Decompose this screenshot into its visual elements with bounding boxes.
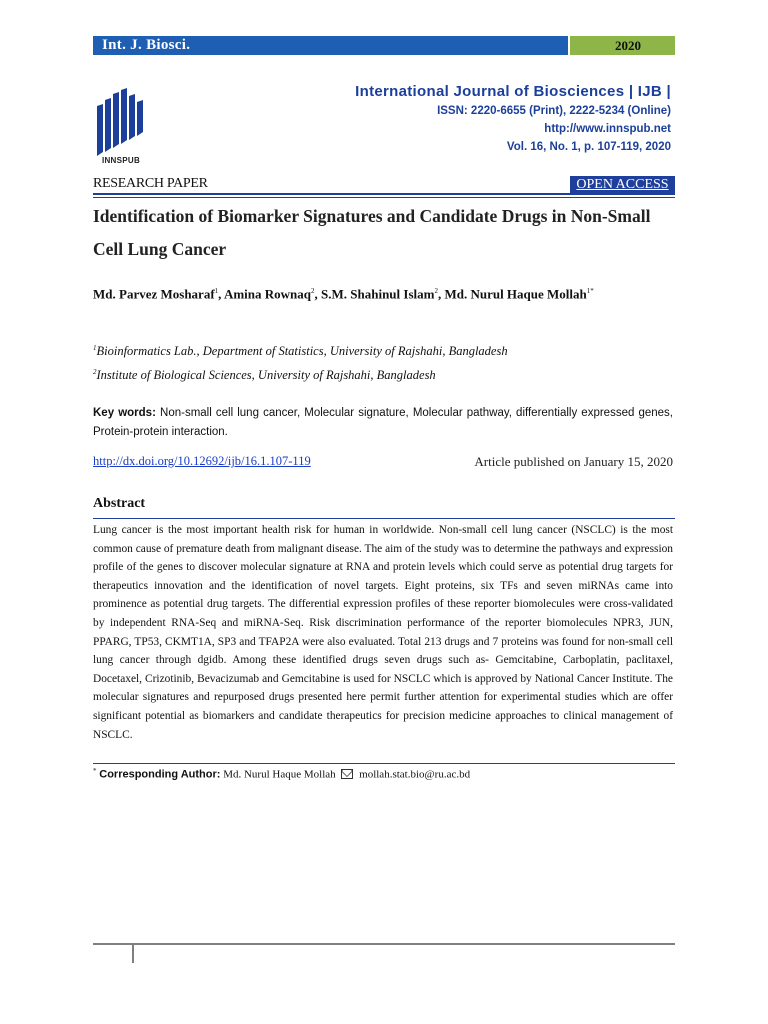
corresponding-email[interactable]: mollah.stat.bio@ru.ac.bd (359, 768, 471, 781)
journal-info (355, 82, 671, 156)
header-divider (93, 193, 675, 195)
author-name: Md. Nurul Haque Mollah (444, 286, 587, 302)
keywords (93, 404, 673, 442)
affiliation (93, 368, 436, 383)
paper-title: Identification of Biomarker Signatures and Candidate Drugs in Non-Small Cell Lung Cancer (93, 206, 651, 259)
journal-short-title: Int. J. Biosci. (93, 36, 568, 55)
journal-name: International Journal of Biosciences | IJB | (355, 83, 671, 100)
author-affiliation-marker: 1 (214, 287, 219, 295)
abstract-bottom-rule (93, 763, 675, 764)
abstract-text: Lung cancer is the most important health risk for human in worldwide. Non-small cell lung cancer (NSCLC) is the most common cause of premature death from malignant disease. The aim of the study was to determine the pathways and expression profile of the genes to discover molecular signature at RNA and protein levels which could serve as potential drug targets for therapeutics innovation and the identification of novel targets. Eight proteins, six TFs and seven miRNAs came into prominence as potential drug targets. The differential expression profiles of these reporter biomolecules were cross-validated by independent RNA-Seq and miRNA-Seq. Risk discrimination performance of the reporter biomolecules NPR3, JUN, PPARG, TP53, CKMT1A, SP3 and TFAP2A were also evaluated. Total 213 drugs and 7 proteins was found for non-small cell lung cancer through dgidb. Among these identified drugs seven drugs such as- Gemcitabine, Carboplatin, paclitaxel, Docetaxel, Crizotinib, Bevacizumab and Gemcitabine is used for NSCLC which is approved by National Cancer Institute. The molecular signatures and repurposed drugs presented here permit further attention for experimental studies which are offer significant potential as biomarkers and candidate therapeutics for precision medicine approaches to clinical management of NSCLC. (93, 524, 673, 741)
abstract-top-rule (93, 518, 675, 519)
innspub-logo-icon (93, 86, 153, 166)
publication-date: Article published on January 15, 2020 (474, 454, 673, 469)
header-year: 2020 (570, 36, 675, 55)
abstract-heading: Abstract (93, 496, 146, 511)
open-access-badge[interactable]: OPEN ACCESS (570, 176, 675, 193)
author-affiliation-marker: 2 (311, 287, 315, 295)
keywords-text: Non-small cell lung cancer, Molecular signature, Molecular pathway, differentially expressed genes, Protein-protein interaction. (93, 407, 673, 438)
author-name: Md. Parvez Mosharaf (93, 286, 215, 302)
paper-type-label: RESEARCH PAPER (93, 176, 208, 191)
author-affiliation-marker: 2 (434, 287, 438, 295)
corresponding-author (93, 767, 470, 781)
affiliation-text: Institute of Biological Sciences, University of Rajshahi, Bangladesh (96, 368, 436, 383)
mail-icon (341, 769, 353, 779)
journal-issn: ISSN: 2220-6655 (Print), 2222-5234 (Online) (437, 105, 671, 117)
affiliation-marker: 1 (93, 344, 97, 352)
author-affiliation-marker: 1* (586, 287, 594, 295)
header-divider-thin (93, 197, 675, 198)
author-name: Amina Rownaq (223, 286, 312, 302)
footer-page-tick (132, 945, 134, 963)
keywords-label: Key words: (93, 407, 156, 419)
corresponding-label: Corresponding Author: (99, 768, 221, 781)
journal-url[interactable]: http://www.innspub.net (544, 123, 671, 135)
publisher-logo-text: INNSPUB (101, 156, 141, 165)
journal-volume: Vol. 16, No. 1, p. 107-119, 2020 (506, 141, 671, 153)
doi-link[interactable]: http://dx.doi.org/10.12692/ijb/16.1.107-119 (93, 454, 311, 468)
author-list: Md. Parvez Mosharaf$^1$, Amina Rownaq$^2$, S.M. Shahinul Islam$^2$, Md. Nurul Haque Mollah$^{1*}$ (93, 286, 594, 302)
affiliation (93, 344, 508, 359)
affiliation-marker: 2 (93, 368, 97, 376)
corresponding-name: Md. Nurul Haque Mollah (223, 768, 336, 781)
footer-rule (93, 943, 675, 945)
affiliation-text: Bioinformatics Lab., Department of Statistics, University of Rajshahi, Bangladesh (96, 344, 508, 359)
corresponding-marker: * (93, 767, 97, 775)
author-name: S.M. Shahinul Islam (321, 286, 435, 302)
